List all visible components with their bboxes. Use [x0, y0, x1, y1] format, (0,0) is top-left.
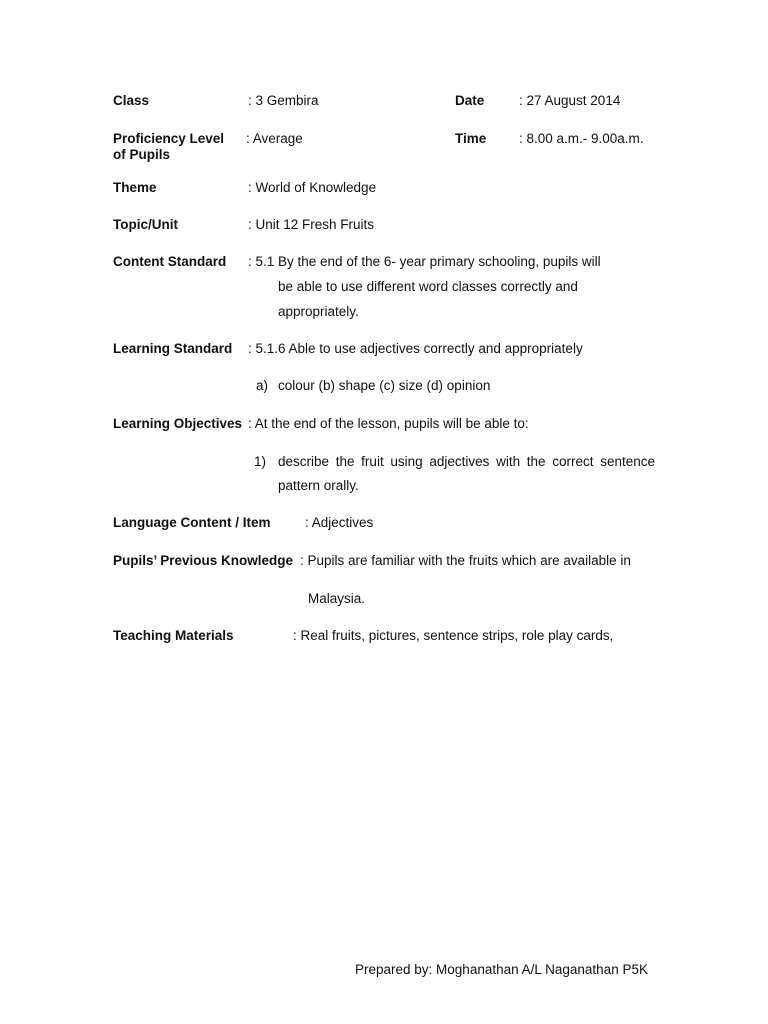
- teaching-materials-label: Teaching Materials: [113, 628, 234, 643]
- date-value: : 27 August 2014: [519, 93, 621, 108]
- language-content-value: : Adjectives: [305, 515, 374, 530]
- time-label: Time: [455, 131, 487, 146]
- teaching-materials-value: : Real fruits, pictures, sentence strips, role play cards,: [293, 628, 614, 643]
- content-standard-label: Content Standard: [113, 254, 227, 269]
- topic-label: Topic/Unit: [113, 217, 178, 232]
- learning-objectives-item-line2: pattern orally.: [278, 478, 359, 493]
- content-standard-line3: appropriately.: [278, 304, 359, 319]
- class-value: : 3 Gembira: [248, 93, 319, 108]
- learning-standard-sub-marker: a): [256, 378, 269, 393]
- learning-standard-sub-text: colour (b) shape (c) size (d) opinion: [278, 378, 491, 393]
- previous-knowledge-line2: Malaysia.: [308, 591, 366, 606]
- theme-value: : World of Knowledge: [248, 180, 377, 195]
- time-value: : 8.00 a.m.- 9.00a.m.: [519, 131, 644, 146]
- learning-objectives-item-line1: describe the fruit using adjectives with the correct sentence: [278, 454, 655, 469]
- learning-standard-value: : 5.1.6 Able to use adjectives correctly and appropriately: [248, 341, 583, 356]
- date-label: Date: [455, 93, 485, 108]
- previous-knowledge-label: Pupils’ Previous Knowledge: [113, 553, 294, 568]
- learning-objectives-item-marker: 1): [254, 454, 267, 469]
- class-label: Class: [113, 93, 150, 108]
- topic-value: : Unit 12 Fresh Fruits: [248, 217, 375, 232]
- proficiency-value: : Average: [246, 131, 303, 146]
- learning-objectives-label: Learning Objectives: [113, 416, 243, 431]
- theme-label: Theme: [113, 180, 157, 195]
- proficiency-label-line1: Proficiency Level: [113, 131, 225, 146]
- previous-knowledge-line1: : Pupils are familiar with the fruits which are available in: [300, 553, 631, 568]
- content-standard-line1: : 5.1 By the end of the 6- year primary schooling, pupils will: [248, 254, 601, 269]
- learning-objectives-value: : At the end of the lesson, pupils will be able to:: [248, 416, 529, 431]
- content-standard-line2: be able to use different word classes correctly and: [278, 279, 578, 294]
- language-content-label: Language Content / Item: [113, 515, 271, 530]
- proficiency-label-line2: of Pupils: [113, 147, 170, 162]
- learning-standard-label: Learning Standard: [113, 341, 233, 356]
- prepared-by-footer: Prepared by: Moghanathan A/L Naganathan P5K: [355, 962, 648, 977]
